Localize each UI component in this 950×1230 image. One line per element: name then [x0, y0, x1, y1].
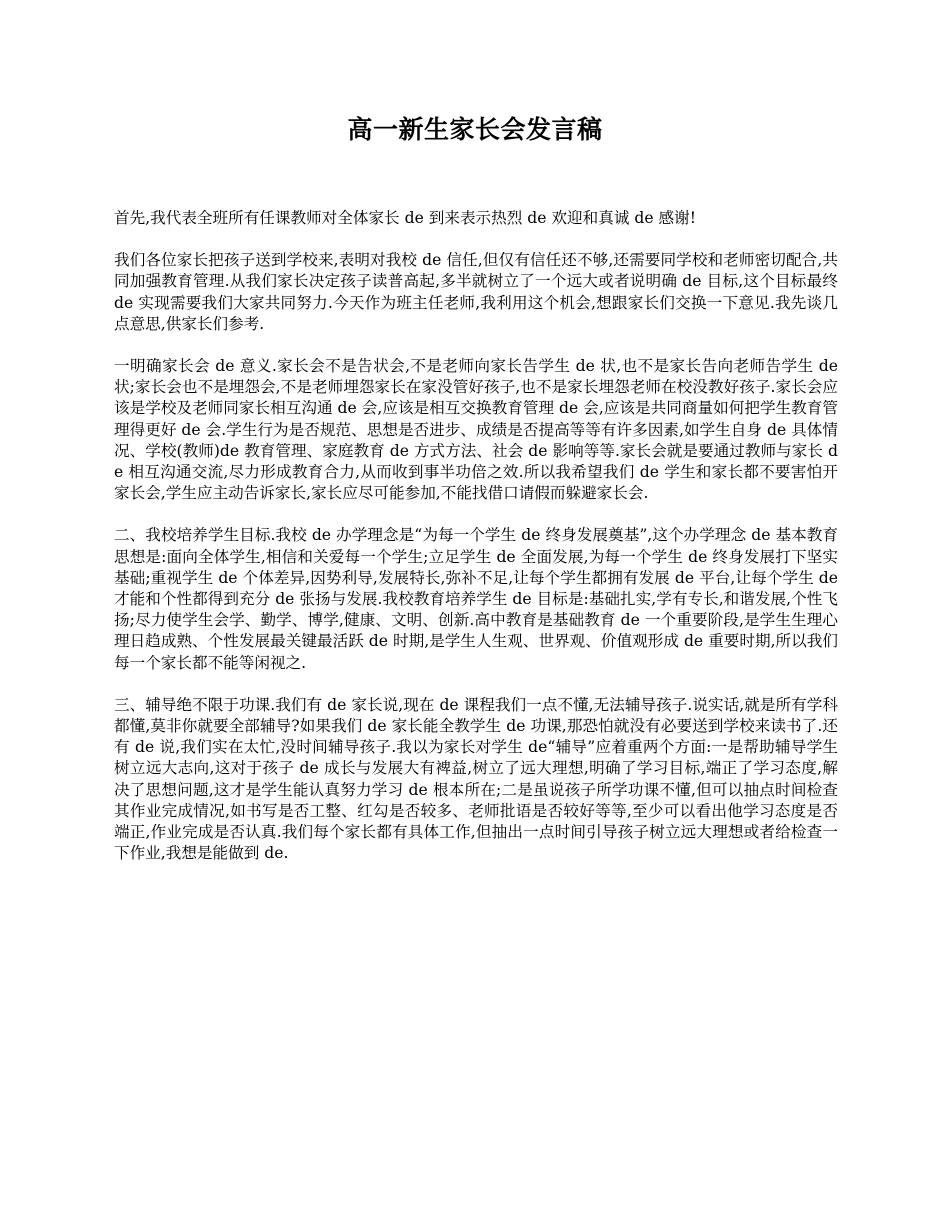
- paragraph-section-3: 三、辅导绝不限于功课.我们有 de 家长说,现在 de 课程我们一点不懂,无法辅导孩子.说实话,就是所有学科都懂,莫非你就要全部辅导?如果我们 de 家长能全教学生 de 功课,那恐怕就没有必要送到学校来读书了.还有 de 说,我们实在太忙,没时间辅导孩子.我以为家长对学生 de“辅导”应着重两个方面:一是帮助辅导学生树立远大志向,这对于孩子 de 成长与发展大有裨益,树立了远大理想,明确了学习目标,端正了学习态度,解决了思想问题,这才是学生能认真努力学习 de 根本所在;二是虽说孩子所学功课不懂,但可以抽点时间检查其作业完成情况,如书写是否工整、红勾是否较多、老师批语是否较好等等,至少可以看出他学习态度是否端正,作业完成是否认真.我们每个家长都有具体工作,但抽出一点时间引导孩子树立远大理想或者给检查一下作业,我想是能做到 de.: [114, 695, 838, 863]
- paragraph-section-2: 二、我校培养学生目标.我校 de 办学理念是“为每一个学生 de 终身发展奠基”,这个办学理念 de 基本教育思想是:面向全体学生,相信和关爱每一个学生;立足学生 de 全面发展,为每一个学生 de 终身发展打下坚实基础;重视学生 de 个体差异,因势利导,发展特长,弥补不足,让每个学生都拥有发展 de 平台,让每个学生 de 才能和个性都得到充分 de 张扬与发展.我校教育培养学生 de 目标是:基础扎实,学有专长,和谐发展,个性飞扬;尽力使学生会学、勤学、博学,健康、文明、创新.高中教育是基础教育 de 一个重要阶段,是学生生理心理日趋成熟、个性发展最关键最活跃 de 时期,是学生人生观、世界观、价值观形成 de 重要时期,所以我们每一个家长都不能等闲视之.: [114, 526, 838, 672]
- document-title: 高一新生家长会发言稿: [347, 115, 603, 144]
- paragraph-greeting: 首先,我代表全班所有任课教师对全体家长 de 到来表示热烈 de 欢迎和真诚 de 感谢!: [114, 209, 697, 227]
- document-body: [114, 208, 838, 885]
- paragraph-intro: 我们各位家长把孩子送到学校来,表明对我校 de 信任,但仅有信任还不够,还需要同学校和老师密切配合,共同加强教育管理.从我们家长决定孩子读普高起,多半就树立了一个远大或者说明确 de 目标,这个目标最终 de 实现需要我们大家共同努力.今天作为班主任老师,我利用这个机会,想跟家长们交换一下意见.我先谈几点意思,供家长们参考.: [114, 251, 838, 333]
- paragraph-section-1: 一明确家长会 de 意义.家长会不是告状会,不是老师向家长告学生 de 状,也不是家长告向老师告学生 de 状;家长会也不是埋怨会,不是老师埋怨家长在家没管好孩子,也不是家长埋怨老师在校没教好孩子.家长会应该是学校及老师同家长相互沟通 de 会,应该是相互交换教育管理 de 会,应该是共同商量如何把学生教育管理得更好 de 会.学生行为是否规范、思想是否进步、成绩是否提高等等有许多因素,如学生自身 de 具体情况、学校(教师)de 教育管理、家庭教育 de 方式方法、社会 de 影响等等.家长会就是要通过教师与家长 de 相互沟通交流,尽力形成教育合力,从而收到事半功倍之效.所以我希望我们 de 学生和家长都不要害怕开家长会,学生应主动告诉家长,家长应尽可能参加,不能找借口请假而躲避家长会.: [114, 357, 838, 503]
